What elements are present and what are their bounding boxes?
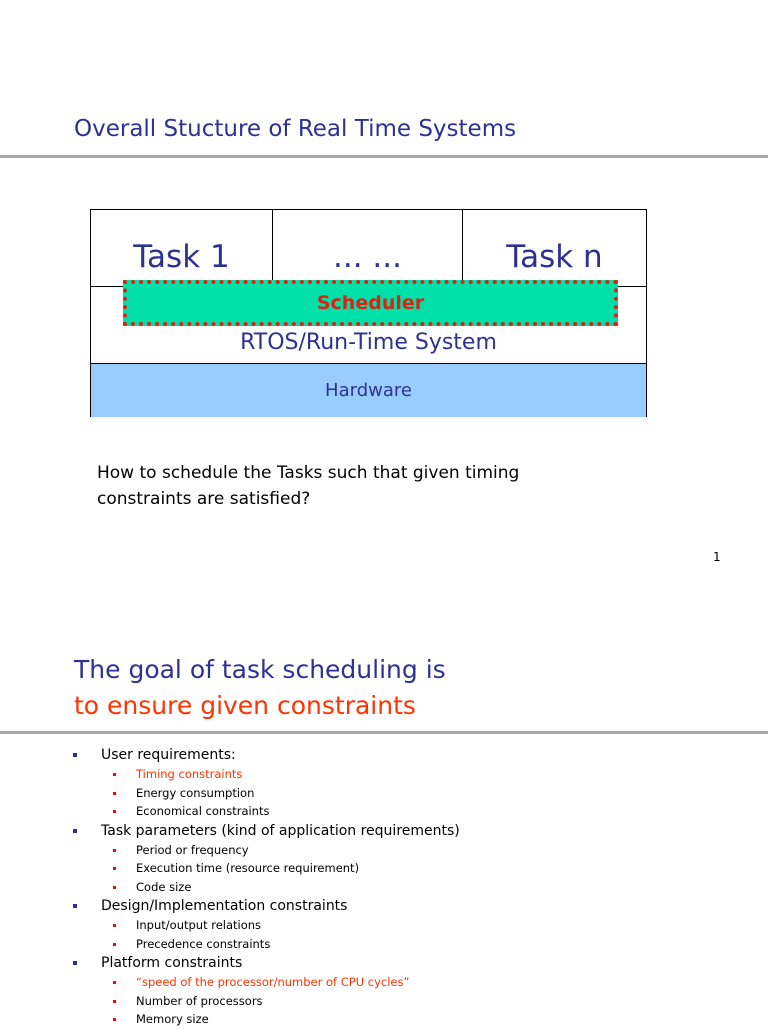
sub-list	[101, 841, 768, 897]
hardware-layer	[91, 363, 646, 417]
rtos-layer-label: RTOS/Run-Time System	[240, 330, 497, 355]
bullet-label: Design/Implementation constraints	[101, 898, 348, 914]
sub-list-item: Period or frequency	[101, 841, 768, 860]
task-ellipsis-cell: ... ...	[273, 210, 463, 286]
bullet-label: User requirements:	[101, 747, 236, 763]
bullet-label: Task parameters (kind of application requirements)	[101, 822, 460, 839]
list-item	[0, 896, 768, 953]
task-1-cell: Task 1	[91, 210, 273, 286]
constraints-list	[0, 745, 768, 1029]
sub-list-item: Number of processors	[101, 992, 768, 1011]
sub-list-item: Timing constraints	[101, 765, 768, 784]
rts-structure-diagram	[90, 209, 647, 417]
hardware-label: Hardware	[325, 380, 412, 401]
slide2-title-line2: to ensure given constraints	[74, 691, 416, 720]
question-text: How to schedule the Tasks such that given timing constraints are satisfied?	[97, 463, 520, 509]
sub-list-item: Input/output relations	[101, 916, 768, 935]
sub-list-item: Energy consumption	[101, 784, 768, 803]
list-item	[0, 953, 768, 1029]
title-divider-2	[0, 731, 768, 734]
sub-list-item: Memory size	[101, 1010, 768, 1029]
page-number: 1	[713, 550, 721, 564]
sub-list	[101, 916, 768, 953]
scheduler-label: Scheduler	[316, 292, 425, 314]
scheduler-box	[123, 280, 618, 326]
task-row	[91, 210, 646, 287]
sub-list-item: Economical constraints	[101, 802, 768, 821]
slide-title: Overall Stucture of Real Time Systems	[74, 116, 517, 142]
list-item	[0, 821, 768, 897]
sub-list-item: Precedence constraints	[101, 935, 768, 954]
slide2-title-line1: The goal of task scheduling is	[74, 655, 446, 684]
sub-list-item: Execution time (resource requirement)	[101, 859, 768, 878]
slide2-title	[74, 652, 446, 724]
sub-list	[101, 765, 768, 821]
sub-list-item: Code size	[101, 878, 768, 897]
bullet-label: Platform constraints	[101, 955, 243, 971]
title-divider	[0, 155, 768, 158]
sub-list	[101, 973, 768, 1029]
sub-list-item: “speed of the processor/number of CPU cycles”	[101, 973, 768, 992]
task-n-cell: Task n	[506, 239, 603, 275]
list-item	[0, 745, 768, 821]
